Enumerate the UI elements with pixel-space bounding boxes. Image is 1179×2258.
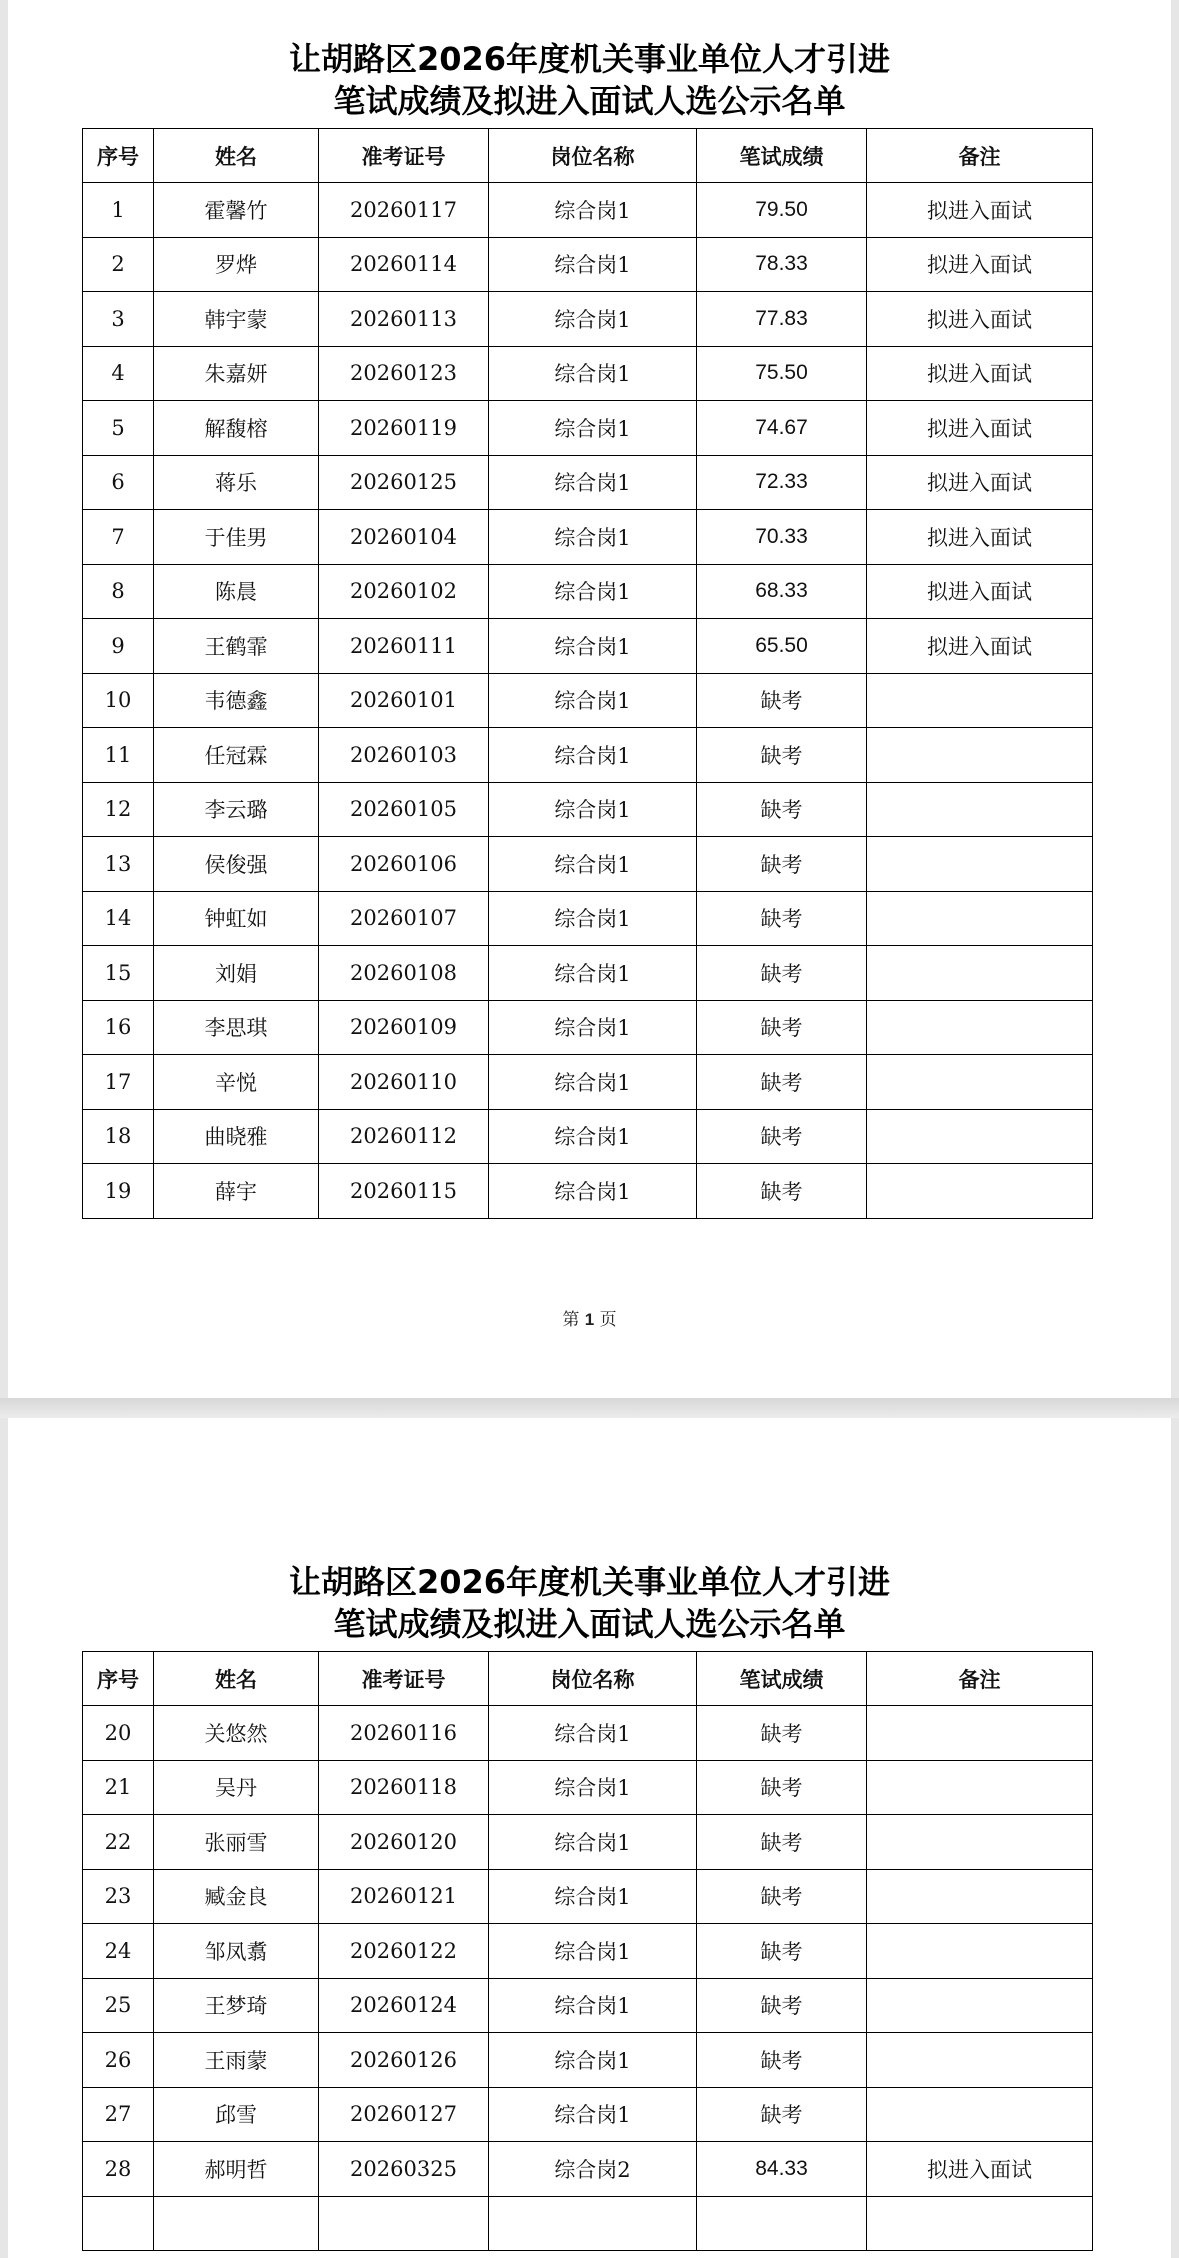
table-row [83,728,1093,783]
cell-score: 缺考 [697,728,867,783]
cell-score: 缺考 [697,2087,867,2142]
table-row [83,1109,1093,1164]
cell-note [867,728,1093,783]
results-table [82,128,1093,1219]
cell-name: 王鹤霏 [154,619,319,674]
cell-exam-id: 20260126 [319,2033,489,2088]
cell-name: 辛悦 [154,1055,319,1110]
cell-score: 缺考 [697,782,867,837]
cell-note [867,891,1093,946]
document-page-1 [8,0,1171,1398]
cell-post: 综合岗1 [489,619,697,674]
cell-note [867,1815,1093,1870]
table-row [83,2087,1093,2142]
cell-name: 臧金良 [154,1869,319,1924]
cell-post: 综合岗1 [489,237,697,292]
cell-post: 综合岗1 [489,1978,697,2033]
title-line-2: 笔试成绩及拟进入面试人选公示名单 [333,82,846,120]
cell-exam-id: 20260109 [319,1000,489,1055]
cell-post: 综合岗1 [489,401,697,456]
cell-score: 65.50 [697,619,867,674]
cell-exam-id: 20260115 [319,1164,489,1219]
table-row [83,619,1093,674]
cell-exam-id: 20260107 [319,891,489,946]
cell-name: 关悠然 [154,1706,319,1761]
cell-exam-id: 20260104 [319,510,489,565]
cell-no: 20 [83,1706,154,1761]
cell-exam-id: 20260112 [319,1109,489,1164]
cell-no: 3 [83,292,154,347]
cell-no: 21 [83,1760,154,1815]
cell-note [867,2033,1093,2088]
table-row [83,1055,1093,1110]
cell-name: 刘娟 [154,946,319,1001]
cell-exam-id [319,2196,489,2251]
cell-no: 24 [83,1924,154,1979]
table-row [83,2196,1093,2251]
header-cell-exam-id: 准考证号 [319,1652,489,1706]
cell-no: 27 [83,2087,154,2142]
table-row [83,2033,1093,2088]
cell-note: 拟进入面试 [867,237,1093,292]
cell-note: 拟进入面试 [867,2142,1093,2197]
cell-exam-id: 20260119 [319,401,489,456]
cell-name: 韩宇蒙 [154,292,319,347]
table-row [83,673,1093,728]
table-row [83,292,1093,347]
cell-score: 缺考 [697,891,867,946]
document-page-2 [8,1418,1171,2258]
header-cell-name: 姓名 [154,129,319,183]
header-cell-exam-id: 准考证号 [319,129,489,183]
cell-name: 王雨蒙 [154,2033,319,2088]
cell-no: 11 [83,728,154,783]
cell-exam-id: 20260108 [319,946,489,1001]
cell-post: 综合岗1 [489,782,697,837]
cell-score: 68.33 [697,564,867,619]
header-cell-post: 岗位名称 [489,1652,697,1706]
cell-exam-id: 20260106 [319,837,489,892]
cell-no: 5 [83,401,154,456]
table-body [83,1706,1093,2251]
cell-score [697,2196,867,2251]
cell-post: 综合岗1 [489,2087,697,2142]
cell-name: 陈晨 [154,564,319,619]
cell-note [867,2087,1093,2142]
cell-name: 解馥榕 [154,401,319,456]
cell-note [867,1164,1093,1219]
cell-note [867,946,1093,1001]
cell-exam-id: 20260121 [319,1869,489,1924]
page-separator [0,1398,1179,1418]
table-row [83,1869,1093,1924]
cell-note: 拟进入面试 [867,455,1093,510]
header-cell-note: 备注 [867,1652,1093,1706]
cell-post: 综合岗1 [489,946,697,1001]
cell-exam-id: 20260122 [319,1924,489,1979]
table-row [83,946,1093,1001]
cell-name: 于佳男 [154,510,319,565]
cell-exam-id: 20260114 [319,237,489,292]
cell-exam-id: 20260125 [319,455,489,510]
cell-no: 22 [83,1815,154,1870]
cell-post: 综合岗1 [489,1000,697,1055]
cell-no: 28 [83,2142,154,2197]
cell-note [867,837,1093,892]
cell-exam-id: 20260124 [319,1978,489,2033]
document-title [8,38,1171,122]
cell-post: 综合岗1 [489,564,697,619]
cell-note [867,1978,1093,2033]
cell-note [867,1000,1093,1055]
cell-name: 邹凤翥 [154,1924,319,1979]
cell-no: 7 [83,510,154,565]
cell-score: 74.67 [697,401,867,456]
table-row [83,837,1093,892]
cell-exam-id: 20260113 [319,292,489,347]
cell-note [867,2196,1093,2251]
cell-name: 郝明哲 [154,2142,319,2197]
table-header-row [83,129,1093,183]
document-title [8,1561,1171,1645]
cell-score: 79.50 [697,183,867,238]
cell-score: 缺考 [697,1706,867,1761]
table-header-row [83,1652,1093,1706]
cell-name: 韦德鑫 [154,673,319,728]
page-footer [8,1305,1171,1330]
cell-name: 邱雪 [154,2087,319,2142]
cell-post: 综合岗1 [489,1760,697,1815]
cell-no: 23 [83,1869,154,1924]
cell-name [154,2196,319,2251]
table-row [83,183,1093,238]
cell-no: 6 [83,455,154,510]
cell-post: 综合岗1 [489,346,697,401]
cell-note: 拟进入面试 [867,183,1093,238]
cell-score: 缺考 [697,946,867,1001]
cell-note [867,782,1093,837]
cell-note: 拟进入面试 [867,510,1093,565]
cell-note: 拟进入面试 [867,292,1093,347]
cell-score: 缺考 [697,1924,867,1979]
cell-score: 缺考 [697,1164,867,1219]
cell-exam-id: 20260105 [319,782,489,837]
cell-name: 任冠霖 [154,728,319,783]
cell-name: 钟虹如 [154,891,319,946]
cell-exam-id: 20260103 [319,728,489,783]
cell-no: 8 [83,564,154,619]
cell-exam-id: 20260102 [319,564,489,619]
table-row [83,1706,1093,1761]
cell-name: 张丽雪 [154,1815,319,1870]
header-cell-note: 备注 [867,129,1093,183]
cell-no: 4 [83,346,154,401]
table-row [83,2142,1093,2197]
cell-exam-id: 20260111 [319,619,489,674]
table-row [83,1815,1093,1870]
cell-note [867,1109,1093,1164]
cell-exam-id: 20260127 [319,2087,489,2142]
cell-note [867,1924,1093,1979]
cell-note [867,673,1093,728]
cell-exam-id: 20260110 [319,1055,489,1110]
cell-note [867,1706,1093,1761]
cell-post: 综合岗1 [489,837,697,892]
table-row [83,401,1093,456]
table-row [83,346,1093,401]
footer-prefix: 第 [562,1310,580,1330]
cell-post: 综合岗1 [489,728,697,783]
cell-score: 72.33 [697,455,867,510]
cell-post: 综合岗2 [489,2142,697,2197]
header-cell-no: 序号 [83,1652,154,1706]
cell-score: 缺考 [697,837,867,892]
cell-no: 16 [83,1000,154,1055]
cell-no: 26 [83,2033,154,2088]
cell-exam-id: 20260123 [319,346,489,401]
cell-score: 缺考 [697,1109,867,1164]
cell-score: 70.33 [697,510,867,565]
cell-exam-id: 20260118 [319,1760,489,1815]
cell-no: 19 [83,1164,154,1219]
cell-no: 9 [83,619,154,674]
table-body [83,183,1093,1219]
cell-no: 18 [83,1109,154,1164]
table-row [83,1164,1093,1219]
cell-name: 侯俊强 [154,837,319,892]
cell-post: 综合岗1 [489,1815,697,1870]
title-line-2: 笔试成绩及拟进入面试人选公示名单 [333,1605,846,1643]
cell-exam-id: 20260120 [319,1815,489,1870]
cell-post: 综合岗1 [489,673,697,728]
cell-score: 缺考 [697,1760,867,1815]
table-row [83,1924,1093,1979]
results-table [82,1651,1093,2251]
cell-exam-id: 20260325 [319,2142,489,2197]
cell-note: 拟进入面试 [867,619,1093,674]
page-number: 1 [584,1310,595,1329]
cell-score: 缺考 [697,1978,867,2033]
table-row [83,510,1093,565]
cell-score: 缺考 [697,1815,867,1870]
cell-score: 75.50 [697,346,867,401]
cell-name: 李思琪 [154,1000,319,1055]
cell-note: 拟进入面试 [867,401,1093,456]
table-row [83,891,1093,946]
cell-post: 综合岗1 [489,1055,697,1110]
header-cell-score: 笔试成绩 [697,1652,867,1706]
header-cell-score: 笔试成绩 [697,129,867,183]
cell-no: 17 [83,1055,154,1110]
cell-note [867,1760,1093,1815]
cell-note: 拟进入面试 [867,564,1093,619]
cell-name: 朱嘉妍 [154,346,319,401]
cell-score: 缺考 [697,1000,867,1055]
title-line-1: 让胡路区2026年度机关事业单位人才引进 [288,1563,891,1601]
cell-name: 蒋乐 [154,455,319,510]
cell-no: 13 [83,837,154,892]
cell-name: 李云璐 [154,782,319,837]
table-row [83,564,1093,619]
cell-score: 84.33 [697,2142,867,2197]
table-row [83,1000,1093,1055]
cell-no: 15 [83,946,154,1001]
cell-name: 曲晓雅 [154,1109,319,1164]
cell-post: 综合岗1 [489,2033,697,2088]
cell-name: 薛宇 [154,1164,319,1219]
cell-score: 缺考 [697,1055,867,1110]
cell-no: 25 [83,1978,154,2033]
cell-score: 缺考 [697,2033,867,2088]
cell-post: 综合岗1 [489,183,697,238]
cell-post: 综合岗1 [489,455,697,510]
table-row [83,1978,1093,2033]
cell-name: 霍馨竹 [154,183,319,238]
table-row [83,782,1093,837]
cell-note: 拟进入面试 [867,346,1093,401]
cell-name: 王梦琦 [154,1978,319,2033]
cell-exam-id: 20260116 [319,1706,489,1761]
cell-no: 1 [83,183,154,238]
footer-suffix: 页 [599,1310,617,1330]
cell-exam-id: 20260117 [319,183,489,238]
cell-score: 78.33 [697,237,867,292]
cell-no: 10 [83,673,154,728]
cell-note [867,1869,1093,1924]
cell-no: 12 [83,782,154,837]
cell-post: 综合岗1 [489,1924,697,1979]
header-cell-post: 岗位名称 [489,129,697,183]
header-cell-name: 姓名 [154,1652,319,1706]
cell-post: 综合岗1 [489,1869,697,1924]
cell-post: 综合岗1 [489,510,697,565]
table-row [83,237,1093,292]
cell-post: 综合岗1 [489,292,697,347]
header-cell-no: 序号 [83,129,154,183]
cell-no [83,2196,154,2251]
cell-score: 缺考 [697,1869,867,1924]
cell-post: 综合岗1 [489,891,697,946]
table-row [83,1760,1093,1815]
title-line-1: 让胡路区2026年度机关事业单位人才引进 [288,40,891,78]
cell-note [867,1055,1093,1110]
cell-no: 2 [83,237,154,292]
cell-name: 吴丹 [154,1760,319,1815]
cell-no: 14 [83,891,154,946]
cell-post: 综合岗1 [489,1109,697,1164]
cell-post [489,2196,697,2251]
cell-post: 综合岗1 [489,1706,697,1761]
cell-post: 综合岗1 [489,1164,697,1219]
cell-score: 缺考 [697,673,867,728]
cell-exam-id: 20260101 [319,673,489,728]
cell-score: 77.83 [697,292,867,347]
table-row [83,455,1093,510]
cell-name: 罗烨 [154,237,319,292]
